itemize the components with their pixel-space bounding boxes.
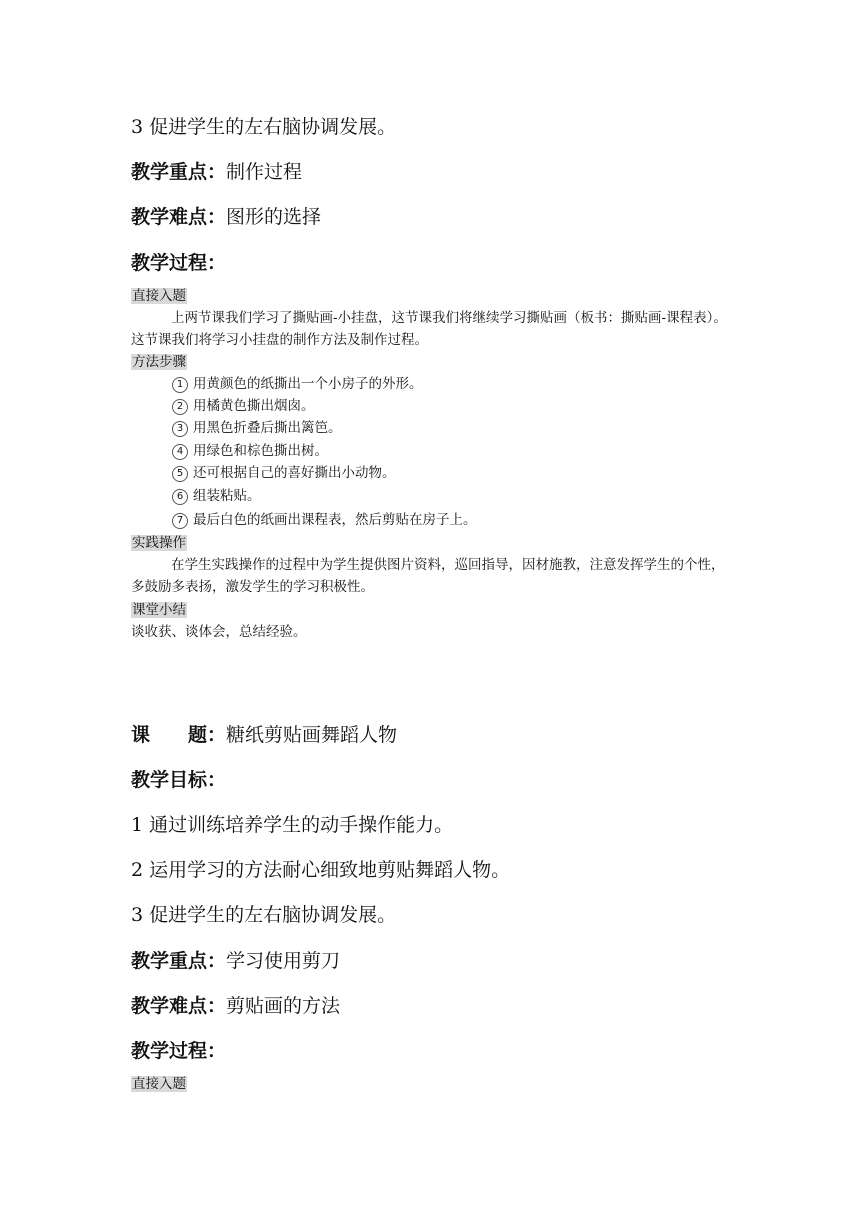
key-point-label: 教学重点： (131, 950, 227, 972)
key-point-row (131, 948, 340, 974)
process-heading (131, 1038, 226, 1064)
step-text: 还可根据自己的喜好撕出小动物。 (193, 465, 396, 481)
difficulty-label: 教学难点： (131, 206, 227, 228)
intro-tag-row (131, 285, 187, 307)
key-point-value: 制作过程 (226, 161, 303, 183)
topic-label-b: 题： (188, 724, 227, 746)
step-text: 最后白色的纸画出课程表，然后剪贴在房子上。 (193, 512, 477, 528)
goal-1-text: 1 通过训练培养学生的动手操作能力。 (131, 814, 454, 836)
difficulty-value: 剪贴画的方法 (226, 995, 341, 1017)
key-point-label: 教学重点： (131, 161, 227, 183)
steps-tag: 方法步骤 (132, 354, 186, 370)
topic-value: 糖纸剪贴画舞蹈人物 (226, 724, 398, 746)
difficulty-row (131, 993, 340, 1019)
process-heading (131, 250, 226, 276)
intro-tag: 直接入题 (132, 1076, 186, 1092)
practice-tag-row (131, 532, 187, 554)
step-item (172, 440, 328, 462)
summary-tag: 课堂小结 (132, 602, 186, 618)
practice-tag: 实践操作 (132, 535, 186, 551)
step-text: 用黑色折叠后撕出篱笆。 (193, 420, 342, 436)
topic-label-a: 课 (131, 724, 151, 746)
step-number: 3 (172, 421, 188, 437)
key-point-row (131, 159, 302, 185)
step-text: 用橘黄色撕出烟囱。 (193, 398, 315, 414)
goals-label: 教学目标： (131, 769, 227, 791)
practice-paragraph: 在学生实践操作的过程中为学生提供图片资料，巡回指导，因材施教，注意发挥学生的个性，多鼓励多表扬，激发学生的学习积极性。 (131, 557, 725, 595)
summary-text: 谈收获、谈体会，总结经验。 (131, 624, 307, 640)
intro-paragraph: 上两节课我们学习了撕贴画-小挂盘，这节课我们将继续学习撕贴画（板书：撕贴画-课程表）。这节课我们将学习小挂盘的制作方法及制作过程。 (131, 310, 727, 348)
difficulty-label: 教学难点： (131, 995, 227, 1017)
step-number: 4 (172, 444, 188, 460)
goal-2-text: 2 运用学习的方法耐心细致地剪贴舞蹈人物。 (131, 859, 511, 881)
step-item (172, 395, 315, 417)
step-text: 用黄颜色的纸撕出一个小房子的外形。 (193, 376, 423, 392)
goal-3-text: 3 促进学生的左右脑协调发展。 (131, 904, 397, 926)
step-item (172, 509, 477, 531)
step-number: 1 (172, 377, 188, 393)
goal-3-text: 3 促进学生的左右脑协调发展。 (131, 116, 397, 138)
process-label: 教学过程： (131, 252, 227, 274)
step-number: 6 (172, 489, 188, 505)
step-text: 组装粘贴。 (193, 488, 261, 504)
goals-heading (131, 767, 226, 793)
difficulty-value: 图形的选择 (226, 206, 322, 228)
step-item (172, 417, 342, 439)
step-number: 5 (172, 466, 188, 482)
steps-tag-row (131, 351, 187, 373)
summary-tag-row (131, 599, 187, 621)
key-point-value: 学习使用剪刀 (226, 950, 341, 972)
step-number: 2 (172, 399, 188, 415)
process-label: 教学过程： (131, 1040, 227, 1062)
step-number: 7 (172, 513, 188, 529)
intro-tag-row (131, 1073, 187, 1095)
intro-tag: 直接入题 (132, 288, 186, 304)
step-item (172, 462, 396, 484)
topic-row (131, 722, 397, 748)
step-item (172, 373, 423, 395)
difficulty-row (131, 204, 321, 230)
step-item (172, 485, 261, 507)
step-text: 用绿色和棕色撕出树。 (193, 443, 328, 459)
